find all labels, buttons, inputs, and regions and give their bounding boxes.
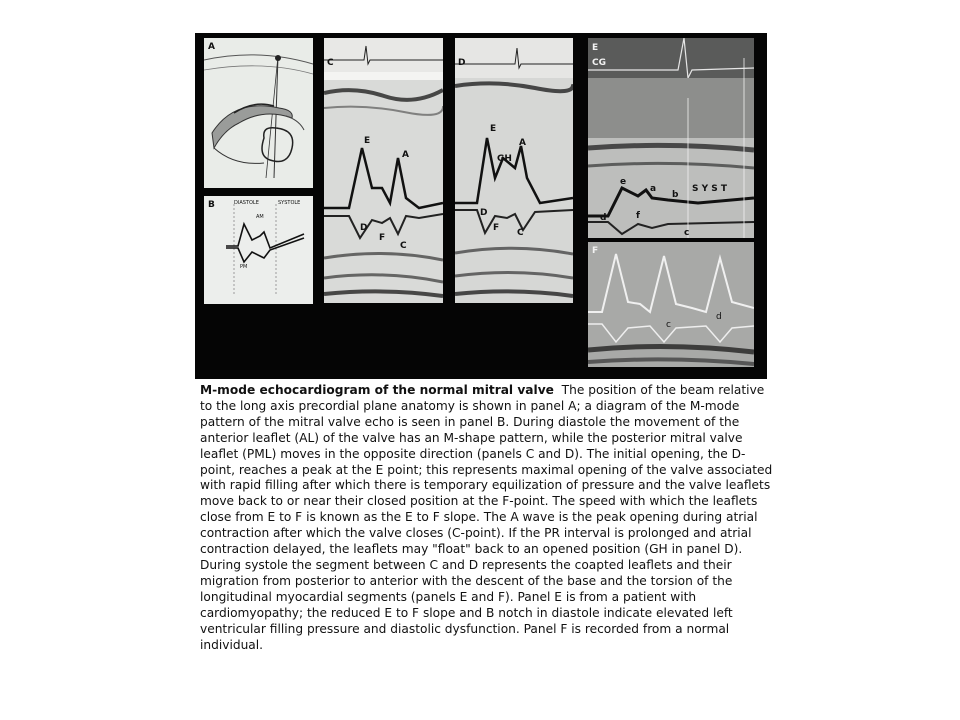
panel-e-recording xyxy=(588,38,754,238)
panel-b-pm: PM xyxy=(240,264,248,270)
caption-title: M-mode echocardiogram of the normal mitral valve xyxy=(200,383,554,397)
echo-figure xyxy=(195,33,767,379)
panel-f xyxy=(588,242,754,367)
panel-e-point-b: b xyxy=(672,190,679,200)
panel-d-point-c: C xyxy=(517,228,524,238)
panel-c xyxy=(324,38,443,303)
panel-b-diagram xyxy=(204,196,313,304)
panel-c-point-a: A xyxy=(402,150,409,160)
panel-b-systole: SYSTOLE xyxy=(278,200,301,206)
panel-c-point-c: C xyxy=(400,241,407,251)
panel-d-point-e: E xyxy=(490,124,497,134)
panel-d-point-gh: GH xyxy=(497,154,512,164)
panel-c-point-e: E xyxy=(364,136,371,146)
panel-c-point-f: F xyxy=(379,233,386,243)
panel-e-ecg: CG xyxy=(592,58,606,68)
panel-e-label: E xyxy=(592,43,599,53)
panel-a xyxy=(204,38,313,188)
panel-d-point-a: A xyxy=(519,138,526,148)
panel-d-point-f: F xyxy=(493,223,500,233)
panel-c-label: C xyxy=(327,58,334,68)
panel-f-label: F xyxy=(592,246,599,256)
panel-e-point-a: a xyxy=(650,184,657,194)
panel-c-point-d: D xyxy=(360,223,368,233)
panel-d xyxy=(455,38,573,303)
panel-e-point-f: f xyxy=(636,211,640,221)
panel-b-diastole: DIASTOLE xyxy=(234,200,259,206)
panel-f-recording xyxy=(588,242,754,367)
panel-f-point-d: d xyxy=(716,312,722,322)
panel-a-label: A xyxy=(208,42,215,52)
panel-e xyxy=(588,38,754,238)
panel-f-point-c: c xyxy=(666,320,671,330)
caption-body: The position of the beam relative to the long axis precordial plane anatomy is shown in panel A; a diagram of the M-mode pattern of the mitral valve echo is seen in panel B. During diastole the movement of the anterior leaflet (AL) of the valve has an M-shape pattern, while the posterior mitral valve leaflet (PML) moves in the opposite direction (panels C and D). The initial opening, the D-point, reaches a peak at the E point; this represents maximal opening of the valve associated with rapid filling after which there is temporary equilization of pressure and the valve leaflets move back to or near their closed position at the F-point. The speed with which the leaflets close from E to F is known as the E to F slope. The A wave is the peak opening during atrial contraction after which the valve closes (C-point). If the PR interval is prolonged and atrial contraction delayed, the leaflets may "float" back to an opened position (GH in panel D). During systole the segment between C and D represents the coapted leaflets and their migration from posterior to anterior with the descent of the base and the torsion of the longitudinal myocardial segments (panels E and F). Panel E is from a patient with cardiomyopathy; the reduced E to F slope and B notch in diastole indicate elevated left ventricular filling pressure and diastolic dysfunction. Panel F is recorded from a normal individual. xyxy=(200,383,773,652)
panel-e-syst: S Y S T xyxy=(692,184,728,194)
panel-d-recording xyxy=(455,38,573,303)
panel-a-drawing xyxy=(204,38,313,188)
panel-c-recording xyxy=(324,38,443,303)
panel-b-am: AM xyxy=(256,214,264,220)
panel-b-label: B xyxy=(208,200,215,210)
panel-b xyxy=(204,196,313,304)
figure-caption xyxy=(200,383,780,653)
panel-d-label: D xyxy=(458,58,466,68)
panel-e-point-c: c xyxy=(684,228,690,238)
panel-e-point-e: e xyxy=(620,177,627,187)
panel-d-point-d: D xyxy=(480,208,488,218)
panel-e-point-d: d xyxy=(600,213,607,223)
